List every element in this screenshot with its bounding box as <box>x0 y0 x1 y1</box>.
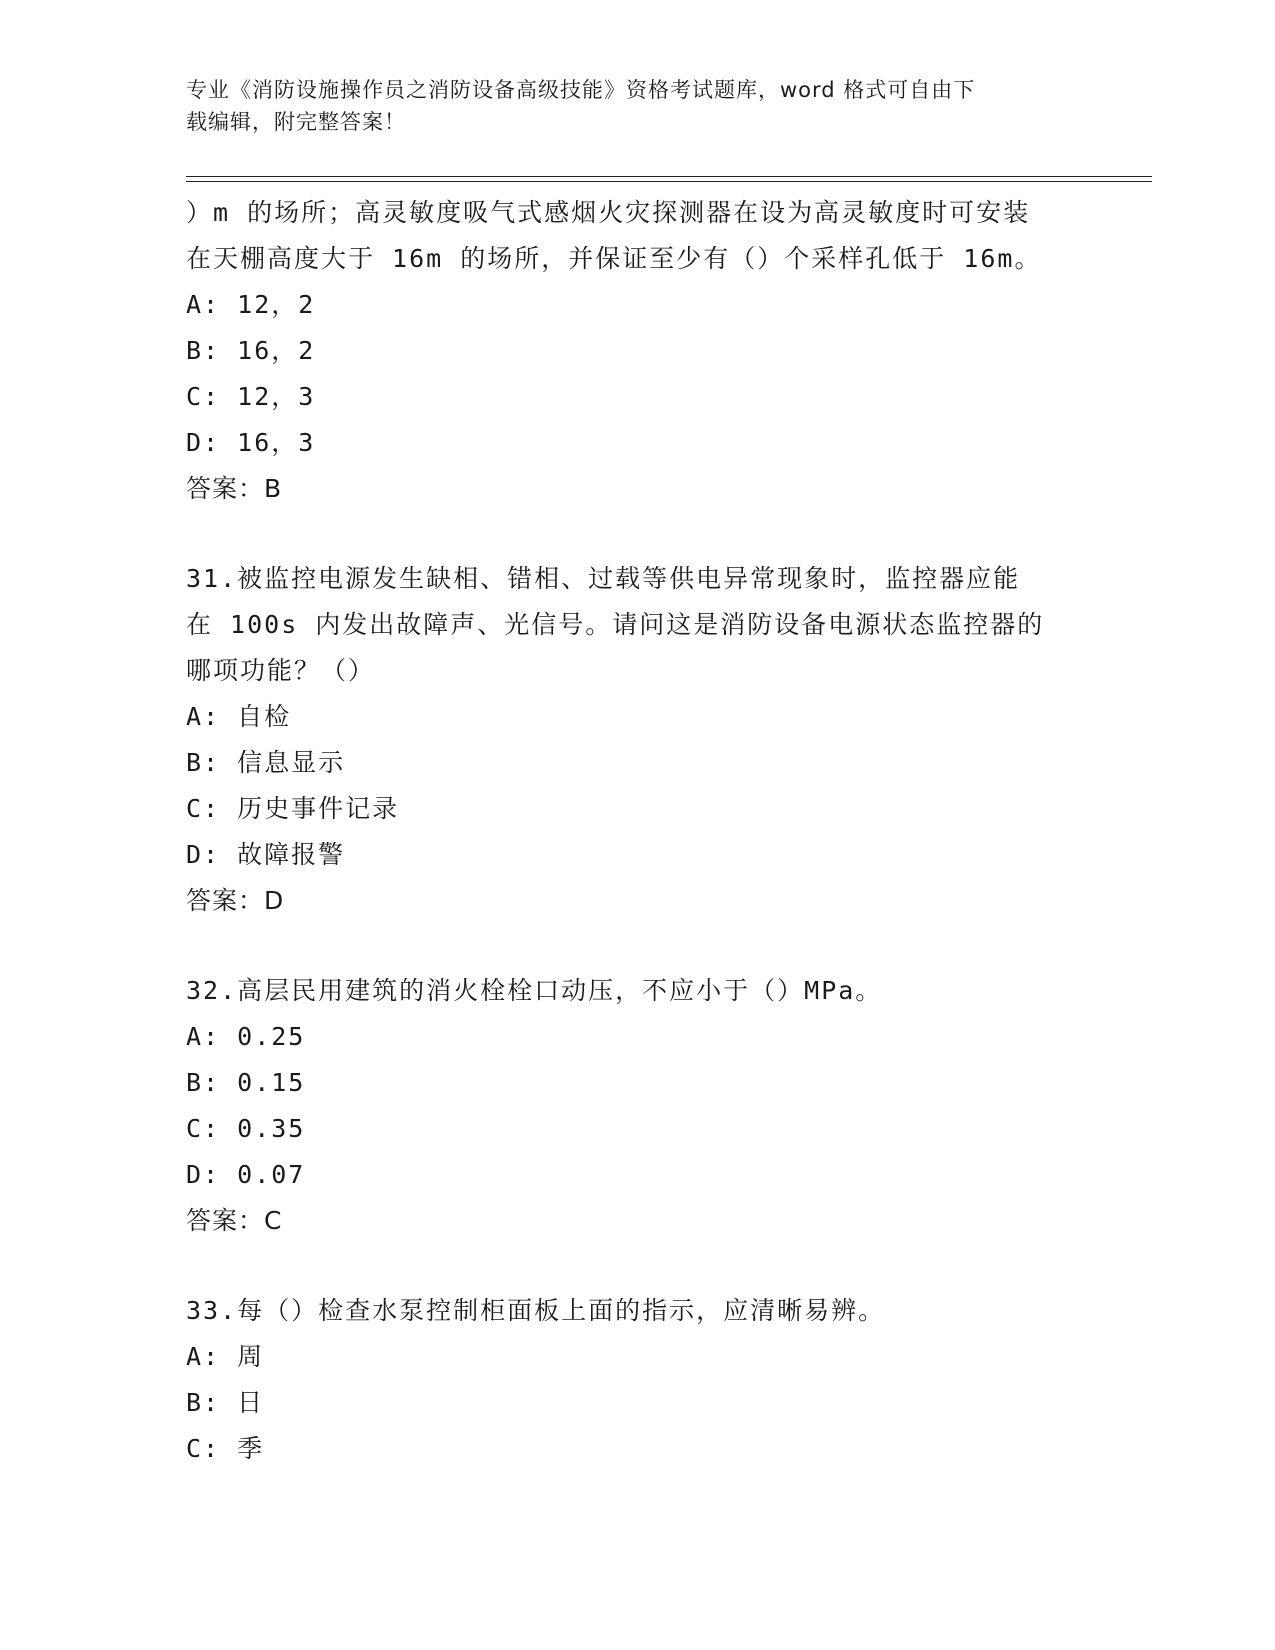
option-d: D: 0.07 <box>186 1160 306 1189</box>
option-b: B: 日 <box>186 1388 265 1417</box>
option-d: D: 故障报警 <box>186 840 346 869</box>
question-text-line: ）m 的场所；高灵敏度吸气式感烟火灾探测器在设为高灵敏度时可安装 <box>186 198 1031 227</box>
answer: 答案：D <box>186 886 285 915</box>
question-text-line: 在 100s 内发出故障声、光信号。请问这是消防设备电源状态监控器的 <box>186 610 1045 639</box>
header-line-2: 载编辑，附完整答案！ <box>186 110 406 134</box>
option-c: C: 0.35 <box>186 1114 306 1143</box>
question-text-line: 哪项功能？（） <box>186 656 376 685</box>
question-30 <box>186 190 1086 512</box>
option-b: B: 信息显示 <box>186 748 346 777</box>
option-a: A: 周 <box>186 1342 265 1371</box>
spacer <box>186 1244 1086 1288</box>
answer: 答案：C <box>186 1206 283 1235</box>
header-line-1: 专业《消防设施操作员之消防设备高级技能》资格考试题库，word 格式可自由下 <box>186 78 976 102</box>
header-rule-top <box>186 176 1152 177</box>
question-text-line: 31.被监控电源发生缺相、错相、过载等供电异常现象时，监控器应能 <box>186 564 1021 593</box>
question-text-line: 32.高层民用建筑的消火栓栓口动压，不应小于（）MPa。 <box>186 976 883 1005</box>
question-text-line: 在天棚高度大于 16m 的场所，并保证至少有（）个采样孔低于 16m。 <box>186 244 1042 273</box>
option-a: A: 12，2 <box>186 290 316 319</box>
option-c: C: 12，3 <box>186 382 316 411</box>
question-text-line: 33.每（）检查水泵控制柜面板上面的指示，应清晰易辨。 <box>186 1296 886 1325</box>
question-33 <box>186 1288 1086 1472</box>
option-b: B: 16，2 <box>186 336 316 365</box>
spacer <box>186 512 1086 556</box>
spacer <box>186 924 1086 968</box>
option-a: A: 0.25 <box>186 1022 306 1051</box>
option-c: C: 历史事件记录 <box>186 794 400 823</box>
header-rule-bottom <box>186 181 1152 182</box>
question-content <box>186 190 1086 1472</box>
option-d: D: 16，3 <box>186 428 316 457</box>
option-a: A: 自检 <box>186 702 292 731</box>
question-31 <box>186 556 1086 924</box>
option-b: B: 0.15 <box>186 1068 306 1097</box>
question-32 <box>186 968 1086 1244</box>
document-header <box>186 74 1066 138</box>
option-c: C: 季 <box>186 1434 265 1463</box>
answer: 答案：B <box>186 474 283 503</box>
